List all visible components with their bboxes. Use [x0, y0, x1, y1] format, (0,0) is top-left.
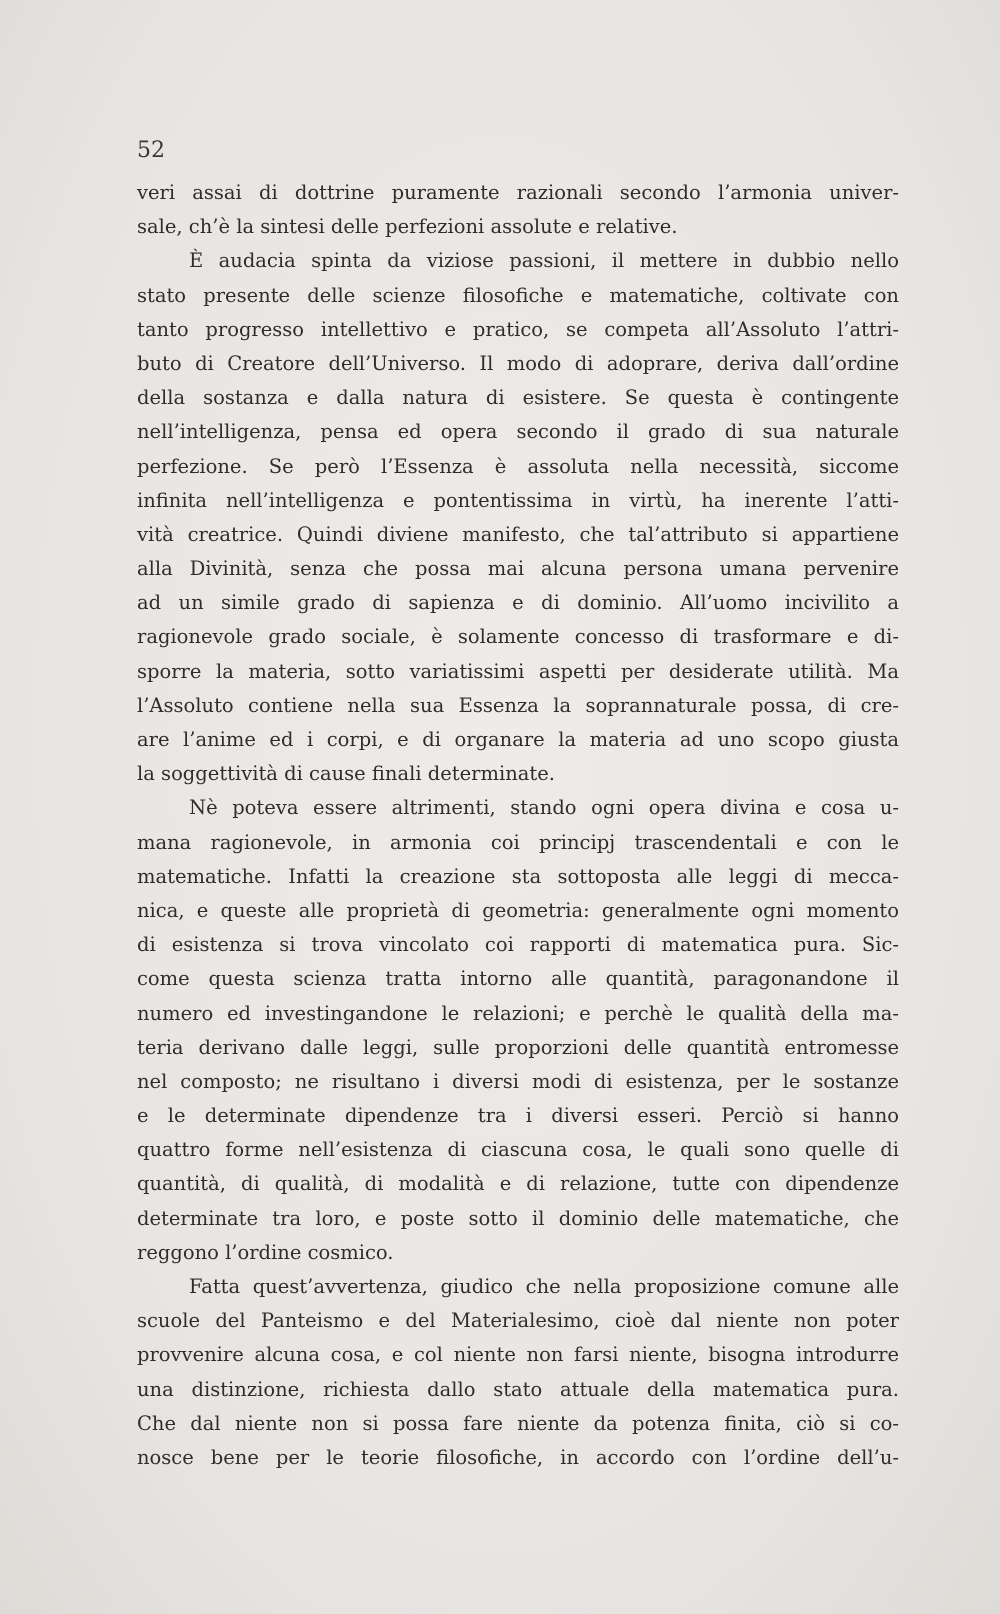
text-line: la soggettività di cause finali determinate. [137, 762, 555, 786]
text-line: buto di Creatore dell’Universo. Il modo di adoprare, deriva dall’ordine [137, 351, 899, 375]
text-line: sale, ch’è la sintesi delle perfezioni assolute e relative. [137, 215, 678, 239]
body-text [137, 176, 899, 1475]
text-line: veri assai di dottrine puramente razionali secondo l’armonia univer- [137, 181, 899, 204]
text-line: e le determinate dipendenze tra i diversi esseri. Perciò si hanno [137, 1104, 899, 1128]
text-line: quattro forme nell’esistenza di ciascuna cosa, le quali sono quelle di [137, 1138, 899, 1162]
text-line: reggono l’ordine cosmico. [137, 1240, 394, 1264]
text-line: numero ed investingandone le relazioni; e perchè le qualità della ma- [137, 1001, 899, 1025]
text-line: nosce bene per le teorie filosofiche, in accordo con l’ordine dell’u- [137, 1445, 899, 1469]
text-line: quantità, di qualità, di modalità e di relazione, tutte con dipendenze [137, 1172, 899, 1196]
text-line: l’Assoluto contiene nella sua Essenza la soprannaturale possa, di cre- [137, 693, 899, 717]
text-line: are l’anime ed i corpi, e di organare la materia ad uno scopo giusta [137, 728, 899, 751]
text-line: ad un simile grado di sapienza e di dominio. All’uomo incivilito a [137, 591, 899, 615]
text-line: Fatta quest’avvertenza, giudico che nella proposizione comune alle [189, 1275, 899, 1298]
text-line: come questa scienza tratta intorno alle quantità, paragonandone il [137, 967, 899, 991]
text-line: della sostanza e dalla natura di esistere. Se questa è contingente [137, 386, 899, 410]
text-line: alla Divinità, senza che possa mai alcuna persona umana pervenire [137, 557, 899, 581]
text-line: perfezione. Se però l’Essenza è assoluta nella necessità, siccome [137, 454, 899, 478]
text-line: nica, e queste alle proprietà di geometria: generalmente ogni momento [137, 898, 899, 922]
text-line: matematiche. Infatti la creazione sta sottoposta alle leggi di mecca- [137, 864, 899, 888]
text-line: sporre la materia, sotto variatissimi aspetti per desiderate utilità. Ma [137, 659, 899, 683]
text-line: mana ragionevole, in armonia coi principj trascendentali e con le [137, 830, 899, 854]
text-line: di esistenza si trova vincolato coi rapporti di matematica pura. Sic- [137, 933, 899, 957]
text-line: stato presente delle scienze filosofiche e matematiche, coltivate con [137, 283, 899, 307]
text-line: Che dal niente non si possa fare niente da potenza finita, ciò si co- [137, 1411, 899, 1435]
text-line: nell’intelligenza, pensa ed opera secondo il grado di sua naturale [137, 420, 899, 444]
text-line: una distinzione, richiesta dallo stato attuale della matematica pura. [137, 1377, 899, 1401]
text-line: Nè poteva essere altrimenti, stando ogni opera divina e cosa u- [189, 796, 899, 820]
text-line: tanto progresso intellettivo e pratico, se competa all’Assoluto l’attri- [137, 317, 899, 341]
text-line: ragionevole grado sociale, è solamente concesso di trasformare e di- [137, 625, 899, 649]
text-line: infinita nell’intelligenza e pontentissima in virtù, ha inerente l’atti- [137, 488, 899, 512]
text-line: nel composto; ne risultano i diversi modi di esistenza, per le sostanze [137, 1069, 899, 1093]
text-line: vità creatrice. Quindi diviene manifesto, che tal’attributo si appartiene [137, 522, 899, 546]
text-line: teria derivano dalle leggi, sulle proporzioni delle quantità entromesse [137, 1035, 899, 1059]
text-line: provvenire alcuna cosa, e col niente non farsi niente, bisogna introdurre [137, 1343, 899, 1367]
text-line: È audacia spinta da viziose passioni, il mettere in dubbio nello [189, 249, 899, 273]
text-line: determinate tra loro, e poste sotto il dominio delle matematiche, che [137, 1206, 899, 1230]
text-line: scuole del Panteismo e del Materialesimo, cioè dal niente non poter [137, 1309, 899, 1333]
page-number: 52 [137, 138, 165, 163]
